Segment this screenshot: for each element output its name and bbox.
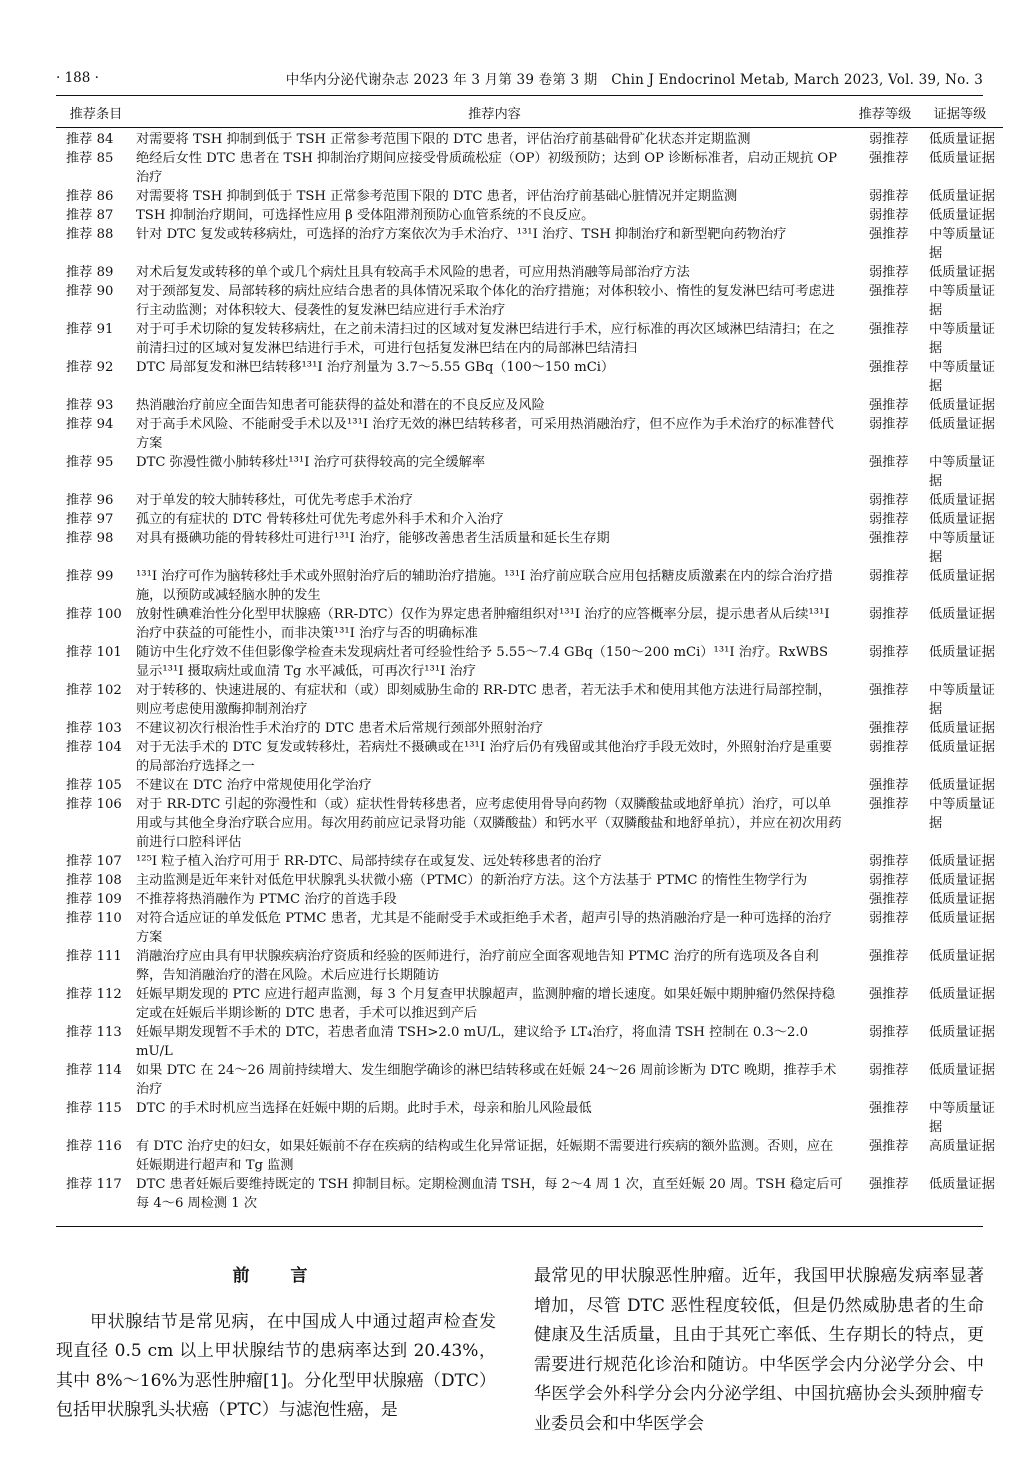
recommendation-strength: 弱推荐 bbox=[869, 417, 909, 432]
recommendation-strength: 强推荐 bbox=[869, 1177, 909, 1192]
recommendation-id: 推荐 99 bbox=[66, 569, 114, 584]
evidence-level: 中等质量证据 bbox=[929, 322, 995, 356]
recommendation-text: 孤立的有症状的 DTC 骨转移灶可优先考虑外科手术和介入治疗 bbox=[136, 512, 504, 527]
section-title: 前 言 bbox=[232, 1266, 320, 1286]
evidence-level: 低质量证据 bbox=[929, 493, 995, 508]
recommendation-strength: 强推荐 bbox=[869, 227, 909, 242]
evidence-level: 中等质量证据 bbox=[929, 360, 995, 394]
evidence-level: 中等质量证据 bbox=[929, 1101, 995, 1135]
table-row bbox=[56, 567, 1003, 605]
recommendation-text: 妊娠早期发现暂不手术的 DTC，若患者血清 TSH>2.0 mU/L，建议给予 LT₄治疗，将血清 TSH 控制在 0.3～2.0 mU/L bbox=[136, 1025, 809, 1059]
recommendation-text: 放射性碘难治性分化型甲状腺癌（RR-DTC）仅作为界定患者肿瘤组织对¹³¹I 治疗的应答概率分层，提示患者从后续¹³¹I 治疗中获益的可能性小，而非决策¹³¹I 治疗与否的明确标准 bbox=[136, 607, 830, 641]
recommendation-text: 对具有摄碘功能的骨转移灶可进行¹³¹I 治疗，能够改善患者生活质量和延长生存期 bbox=[136, 531, 610, 546]
recommendation-strength: 弱推荐 bbox=[869, 911, 909, 926]
table-row bbox=[56, 415, 1003, 453]
recommendation-text: 不建议初次行根治性手术治疗的 DTC 患者术后常规行颈部外照射治疗 bbox=[136, 721, 544, 736]
table-body bbox=[56, 128, 1003, 1218]
recommendation-strength: 强推荐 bbox=[869, 949, 909, 964]
recommendation-text: 如果 DTC 在 24～26 周前持续增大、发生细胞学确诊的淋巴结转移或在妊娠 24～26 周前诊断为 DTC 晚期，推荐手术治疗 bbox=[136, 1063, 837, 1097]
recommendation-strength: 弱推荐 bbox=[869, 132, 909, 147]
recommendation-id: 推荐 84 bbox=[66, 132, 114, 147]
recommendation-text: DTC 局部复发和淋巴结转移¹³¹I 治疗剂量为 3.7～5.55 GBq（100～150 mCi） bbox=[136, 360, 615, 375]
recommendation-id: 推荐 92 bbox=[66, 360, 114, 375]
body-column-right bbox=[534, 1262, 984, 1439]
recommendation-id: 推荐 112 bbox=[66, 987, 122, 1002]
recommendation-text: 对术后复发或转移的单个或几个病灶且具有较高手术风险的患者，可应用热消融等局部治疗方法 bbox=[136, 265, 690, 280]
recommendation-text: 热消融治疗前应全面告知患者可能获得的益处和潜在的不良反应及风险 bbox=[136, 398, 545, 413]
recommendation-text: DTC 的手术时机应当选择在妊娠中期的后期。此时手术，母亲和胎儿风险最低 bbox=[136, 1101, 592, 1116]
recommendation-id: 推荐 110 bbox=[66, 911, 122, 926]
body-paragraph-right: 最常见的甲状腺恶性肿瘤。近年，我国甲状腺癌发病率显著增加，尽管 DTC 恶性程度较低，但是仍然威胁患者的生命健康及生活质量，且由于其死亡率低、生存期长的特点，更需要进行规范化诊治和随访。中华医学会内分泌学分会、中华医学会外科学分会内分泌学组、中国抗癌协会头颈肿瘤专业委员会和中华医学会 bbox=[534, 1266, 984, 1434]
table-row bbox=[56, 396, 1003, 415]
table-row bbox=[56, 282, 1003, 320]
recommendation-text: 不建议在 DTC 治疗中常规使用化学治疗 bbox=[136, 778, 372, 793]
recommendation-text: 对于高手术风险、不能耐受手术以及¹³¹I 治疗无效的淋巴结转移者，可采用热消融治疗，但不应作为手术治疗的标准替代方案 bbox=[136, 417, 834, 451]
recommendation-strength: 弱推荐 bbox=[869, 607, 909, 622]
table-row bbox=[56, 453, 1003, 491]
recommendation-strength: 弱推荐 bbox=[869, 645, 909, 660]
recommendation-text: 对于可手术切除的复发转移病灶，在之前未清扫过的区域对复发淋巴结进行手术，应行标准的再次区域淋巴结清扫；在之前清扫过的区域对复发淋巴结进行手术，可进行包括复发淋巴结在内的局部淋巴结清扫 bbox=[136, 322, 835, 356]
recommendation-text: 主动监测是近年来针对低危甲状腺乳头状微小癌（PTMC）的新治疗方法。这个方法基于 PTMC 的惰性生物学行为 bbox=[136, 873, 808, 888]
recommendation-strength: 弱推荐 bbox=[869, 873, 909, 888]
recommendation-strength: 弱推荐 bbox=[869, 493, 909, 508]
recommendation-strength: 强推荐 bbox=[869, 721, 909, 736]
table-row bbox=[56, 1137, 1003, 1175]
evidence-level: 低质量证据 bbox=[929, 512, 995, 527]
recommendation-text: DTC 弥漫性微小肺转移灶¹³¹I 治疗可获得较高的完全缓解率 bbox=[136, 455, 486, 470]
evidence-level: 中等质量证据 bbox=[929, 284, 995, 318]
recommendation-id: 推荐 102 bbox=[66, 683, 122, 698]
table-row bbox=[56, 776, 1003, 795]
recommendation-id: 推荐 86 bbox=[66, 189, 114, 204]
running-header bbox=[56, 68, 983, 88]
table-row bbox=[56, 985, 1003, 1023]
evidence-level: 低质量证据 bbox=[929, 1025, 995, 1040]
recommendation-text: 对于 RR-DTC 引起的弥漫性和（或）症状性骨转移患者，应考虑使用骨导向药物（双膦酸盐或地舒单抗）治疗，可以单用或与其他全身治疗联合应用。每次用药前应记录肾功能（双膦酸盐）和钙水平（双膦酸盐和地舒单抗），并应在初次用药前进行口腔科评估 bbox=[136, 797, 842, 850]
table-row bbox=[56, 1061, 1003, 1099]
table-row bbox=[56, 187, 1003, 206]
recommendation-text: 对需要将 TSH 抑制到低于 TSH 正常参考范围下限的 DTC 患者，评估治疗前基础心脏情况并定期监测 bbox=[136, 189, 738, 204]
recommendation-id: 推荐 115 bbox=[66, 1101, 122, 1116]
evidence-level: 低质量证据 bbox=[929, 1063, 995, 1078]
evidence-level: 低质量证据 bbox=[929, 740, 995, 755]
recommendation-strength: 弱推荐 bbox=[869, 265, 909, 280]
recommendation-strength: 弱推荐 bbox=[869, 740, 909, 755]
recommendation-strength: 强推荐 bbox=[869, 1139, 909, 1154]
recommendation-id: 推荐 103 bbox=[66, 721, 122, 736]
table-row bbox=[56, 643, 1003, 681]
table-row bbox=[56, 510, 1003, 529]
evidence-level: 低质量证据 bbox=[929, 569, 995, 584]
evidence-level: 低质量证据 bbox=[929, 189, 995, 204]
recommendation-id: 推荐 91 bbox=[66, 322, 114, 337]
body-column-left bbox=[56, 1262, 496, 1426]
evidence-level: 低质量证据 bbox=[929, 417, 995, 432]
recommendation-id: 推荐 88 bbox=[66, 227, 114, 242]
recommendation-text: 绝经后女性 DTC 患者在 TSH 抑制治疗期间应接受骨质疏松症（OP）初级预防；达到 OP 诊断标准者，启动正规抗 OP 治疗 bbox=[136, 151, 838, 185]
evidence-level: 中等质量证据 bbox=[929, 227, 995, 261]
recommendation-strength: 强推荐 bbox=[869, 778, 909, 793]
evidence-level: 中等质量证据 bbox=[929, 797, 995, 831]
column-header-id: 推荐条目 bbox=[56, 103, 136, 128]
evidence-level: 低质量证据 bbox=[929, 892, 995, 907]
recommendation-text: DTC 患者妊娠后要维持既定的 TSH 抑制目标。定期检测血清 TSH，每 2～4 周 1 次，直至妊娠 20 周。TSH 稳定后可每 4～6 周检测 1 次 bbox=[136, 1177, 843, 1211]
table-row bbox=[56, 947, 1003, 985]
evidence-level: 低质量证据 bbox=[929, 778, 995, 793]
recommendation-id: 推荐 95 bbox=[66, 455, 114, 470]
recommendation-id: 推荐 90 bbox=[66, 284, 114, 299]
recommendation-id: 推荐 107 bbox=[66, 854, 122, 869]
column-header-strength: 推荐等级 bbox=[853, 103, 917, 128]
table-row bbox=[56, 320, 1003, 358]
recommendation-strength: 弱推荐 bbox=[869, 1025, 909, 1040]
recommendation-text: ¹²⁵I 粒子植入治疗可用于 RR-DTC、局部持续存在或复发、远处转移患者的治疗 bbox=[136, 854, 602, 869]
table-row bbox=[56, 795, 1003, 852]
recommendation-text: 对符合适应证的单发低危 PTMC 患者，尤其是不能耐受手术或拒绝手术者，超声引导的热消融治疗是一种可选择的治疗方案 bbox=[136, 911, 832, 945]
table-row bbox=[56, 358, 1003, 396]
journal-citation: 中华内分泌代谢杂志 2023 年 3 月第 39 卷第 3 期 Chin J Endocrinol Metab, March 2023, Vol. 39, No. 3 bbox=[285, 72, 983, 88]
recommendation-strength: 弱推荐 bbox=[869, 189, 909, 204]
recommendation-id: 推荐 109 bbox=[66, 892, 122, 907]
recommendation-id: 推荐 117 bbox=[66, 1177, 122, 1192]
recommendation-id: 推荐 105 bbox=[66, 778, 122, 793]
table-row bbox=[56, 681, 1003, 719]
table-row bbox=[56, 149, 1003, 187]
recommendation-id: 推荐 98 bbox=[66, 531, 114, 546]
recommendation-text: 对需要将 TSH 抑制到低于 TSH 正常参考范围下限的 DTC 患者，评估治疗前基础骨矿化状态并定期监测 bbox=[136, 132, 751, 147]
table-row bbox=[56, 1099, 1003, 1137]
recommendation-id: 推荐 114 bbox=[66, 1063, 122, 1078]
table-row bbox=[56, 719, 1003, 738]
recommendation-id: 推荐 100 bbox=[66, 607, 122, 622]
recommendation-strength: 弱推荐 bbox=[869, 512, 909, 527]
recommendation-text: TSH 抑制治疗期间，可选择性应用 β 受体阻滞剂预防心血管系统的不良反应。 bbox=[136, 208, 595, 223]
page-number: · 188 · bbox=[56, 70, 99, 86]
recommendation-id: 推荐 93 bbox=[66, 398, 114, 413]
recommendation-id: 推荐 116 bbox=[66, 1139, 122, 1154]
recommendation-strength: 弱推荐 bbox=[869, 1063, 909, 1078]
evidence-level: 低质量证据 bbox=[929, 398, 995, 413]
recommendation-strength: 弱推荐 bbox=[869, 208, 909, 223]
recommendation-text: 随访中生化疗效不佳但影像学检查未发现病灶者可经验性给予 5.55～7.4 GBq（150～200 mCi）¹³¹I 治疗。RxWBS 显示¹³¹I 摄取病灶或血清 Tg 水平减低，可再次行¹³¹I 治疗 bbox=[136, 645, 829, 679]
evidence-level: 低质量证据 bbox=[929, 607, 995, 622]
recommendation-text: ¹³¹I 治疗可作为脑转移灶手术或外照射治疗后的辅助治疗措施。¹³¹I 治疗前应联合应用包括糖皮质激素在内的综合治疗措施，以预防或减轻脑水肿的发生 bbox=[136, 569, 833, 603]
recommendation-text: 对于颈部复发、局部转移的病灶应结合患者的具体情况采取个体化的治疗措施；对体积较小、惰性的复发淋巴结可考虑进行主动监测；对体积较大、侵袭性的复发淋巴结应进行手术治疗 bbox=[136, 284, 835, 318]
table-row bbox=[56, 263, 1003, 282]
recommendation-text: 妊娠早期发现的 PTC 应进行超声监测，每 3 个月复查甲状腺超声，监测肿瘤的增长速度。如果妊娠中期肿瘤仍然保持稳定或在妊娠后半期诊断的 DTC 患者，手术可以推迟到产后 bbox=[136, 987, 836, 1021]
evidence-level: 低质量证据 bbox=[929, 151, 995, 166]
evidence-level: 中等质量证据 bbox=[929, 683, 995, 717]
recommendation-strength: 强推荐 bbox=[869, 892, 909, 907]
recommendation-id: 推荐 85 bbox=[66, 151, 114, 166]
recommendation-strength: 强推荐 bbox=[869, 398, 909, 413]
evidence-level: 低质量证据 bbox=[929, 911, 995, 926]
recommendation-text: 不推荐将热消融作为 PTMC 治疗的首选手段 bbox=[136, 892, 397, 907]
recommendation-id: 推荐 96 bbox=[66, 493, 114, 508]
recommendation-strength: 强推荐 bbox=[869, 1101, 909, 1116]
header-rule bbox=[56, 95, 983, 96]
recommendation-strength: 强推荐 bbox=[869, 151, 909, 166]
recommendation-id: 推荐 89 bbox=[66, 265, 114, 280]
recommendation-strength: 强推荐 bbox=[869, 987, 909, 1002]
recommendation-text: 针对 DTC 复发或转移病灶，可选择的治疗方案依次为手术治疗、¹³¹I 治疗、TSH 抑制治疗和新型靶向药物治疗 bbox=[136, 227, 787, 242]
recommendation-id: 推荐 101 bbox=[66, 645, 122, 660]
recommendation-id: 推荐 111 bbox=[66, 949, 122, 964]
evidence-level: 低质量证据 bbox=[929, 987, 995, 1002]
evidence-level: 低质量证据 bbox=[929, 208, 995, 223]
recommendation-strength: 强推荐 bbox=[869, 531, 909, 546]
evidence-level: 低质量证据 bbox=[929, 949, 995, 964]
evidence-level: 低质量证据 bbox=[929, 132, 995, 147]
table-row bbox=[56, 852, 1003, 871]
column-header-content: 推荐内容 bbox=[136, 103, 853, 128]
table-row bbox=[56, 890, 1003, 909]
recommendation-text: 对于转移的、快速进展的、有症状和（或）即刻威胁生命的 RR-DTC 患者，若无法手术和使用其他方法进行局部控制，则应考虑使用激酶抑制剂治疗 bbox=[136, 683, 832, 717]
table-row bbox=[56, 529, 1003, 567]
column-header-evidence: 证据等级 bbox=[917, 103, 1003, 128]
table-row bbox=[56, 871, 1003, 890]
recommendation-id: 推荐 104 bbox=[66, 740, 122, 755]
evidence-level: 高质量证据 bbox=[929, 1139, 995, 1154]
table-row bbox=[56, 128, 1003, 150]
recommendation-table bbox=[56, 103, 1003, 1217]
recommendation-strength: 强推荐 bbox=[869, 322, 909, 337]
evidence-level: 低质量证据 bbox=[929, 645, 995, 660]
table-row bbox=[56, 225, 1003, 263]
recommendation-strength: 弱推荐 bbox=[869, 569, 909, 584]
recommendation-id: 推荐 108 bbox=[66, 873, 122, 888]
evidence-level: 低质量证据 bbox=[929, 721, 995, 736]
recommendation-id: 推荐 87 bbox=[66, 208, 114, 223]
recommendation-strength: 强推荐 bbox=[869, 284, 909, 299]
table-row bbox=[56, 206, 1003, 225]
table-row bbox=[56, 909, 1003, 947]
recommendation-strength: 强推荐 bbox=[869, 797, 909, 812]
recommendation-id: 推荐 94 bbox=[66, 417, 114, 432]
table-bottom-rule bbox=[56, 1226, 983, 1227]
recommendation-strength: 强推荐 bbox=[869, 683, 909, 698]
recommendation-id: 推荐 106 bbox=[66, 797, 122, 812]
body-paragraph-left: 甲状腺结节是常见病，在中国成人中通过超声检查发现直径 0.5 cm 以上甲状腺结节的患病率达到 20.43%，其中 8%～16%为恶性肿瘤[1]。分化型甲状腺癌（DTC）包括甲状腺乳头状癌（PTC）与滤泡性癌，是 bbox=[56, 1311, 496, 1420]
recommendation-text: 对于单发的较大肺转移灶，可优先考虑手术治疗 bbox=[136, 493, 413, 508]
recommendation-text: 有 DTC 治疗史的妇女，如果妊娠前不存在疾病的结构或生化异常证据，妊娠期不需要进行疾病的额外监测。否则，应在妊娠期进行超声和 Tg 监测 bbox=[136, 1139, 834, 1173]
evidence-level: 低质量证据 bbox=[929, 1177, 995, 1192]
table-row bbox=[56, 491, 1003, 510]
evidence-level: 低质量证据 bbox=[929, 265, 995, 280]
table-row bbox=[56, 605, 1003, 643]
table-header-row bbox=[56, 103, 1003, 128]
recommendation-text: 对于无法手术的 DTC 复发或转移灶，若病灶不摄碘或在¹³¹I 治疗后仍有残留或其他治疗手段无效时，外照射治疗是重要的局部治疗选择之一 bbox=[136, 740, 833, 774]
table-row bbox=[56, 1175, 1003, 1217]
recommendation-strength: 强推荐 bbox=[869, 360, 909, 375]
table-row bbox=[56, 738, 1003, 776]
evidence-level: 低质量证据 bbox=[929, 854, 995, 869]
evidence-level: 中等质量证据 bbox=[929, 531, 995, 565]
recommendation-id: 推荐 113 bbox=[66, 1025, 122, 1040]
evidence-level: 中等质量证据 bbox=[929, 455, 995, 489]
recommendation-strength: 强推荐 bbox=[869, 455, 909, 470]
recommendation-strength: 弱推荐 bbox=[869, 854, 909, 869]
table-row bbox=[56, 1023, 1003, 1061]
recommendation-id: 推荐 97 bbox=[66, 512, 114, 527]
evidence-level: 低质量证据 bbox=[929, 873, 995, 888]
recommendation-text: 消融治疗应由具有甲状腺疾病治疗资质和经验的医师进行，治疗前应全面客观地告知 PTMC 治疗的所有选项及各自利弊，告知消融治疗的潜在风险。术后应进行长期随访 bbox=[136, 949, 819, 983]
